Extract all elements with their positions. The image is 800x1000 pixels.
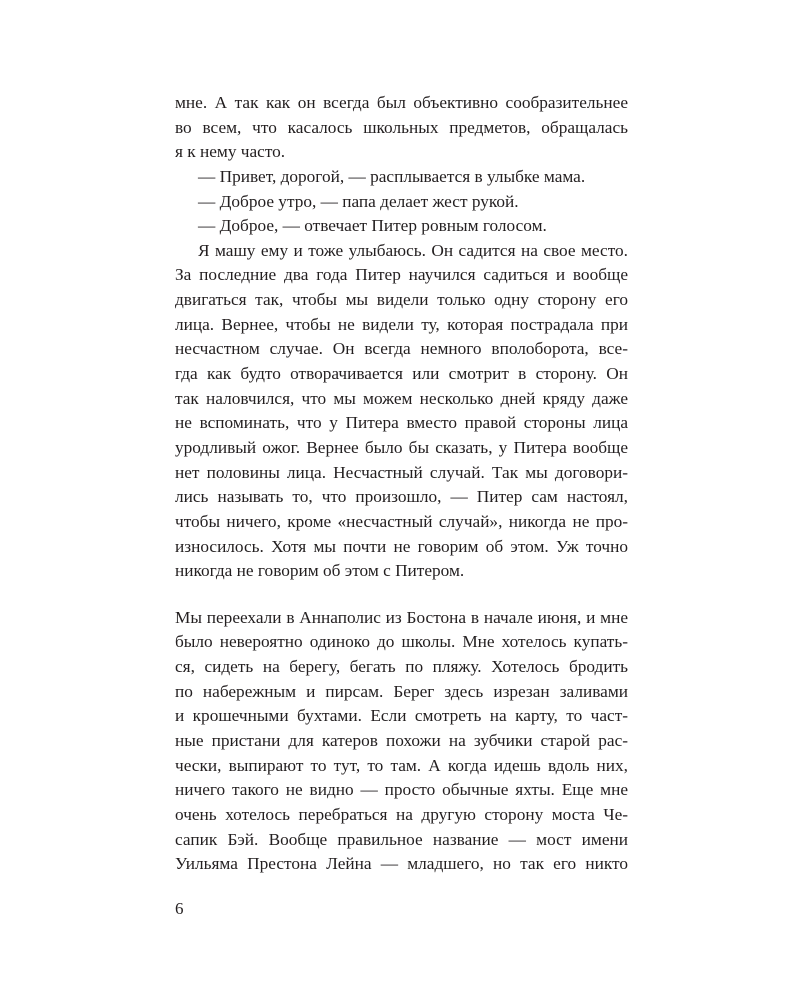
text-line: ные пристани для катеров похожи на зубчики старой рас- — [175, 731, 628, 751]
text-line: уродливый ожог. Вернее было бы сказать, у Питера вообще — [175, 437, 628, 457]
text-line: Уильяма Престона Лейна — младшего, но так его никто — [175, 854, 628, 874]
paragraph-dialogue — [175, 214, 628, 239]
text-line: и крошечными бухтами. Если смотреть на карту, то част- — [175, 706, 628, 726]
text-line: чтобы ничего, кроме «несчастный случай», никогда не про- — [175, 511, 628, 531]
paragraph-continuation — [175, 91, 628, 165]
text-line: чески, выпирают то тут, то там. А когда идешь вдоль них, — [175, 755, 628, 775]
text-line: никогда не говорим об этом с Питером. — [175, 561, 465, 581]
text-line: очень хотелось перебраться на другую сторону моста Че- — [175, 804, 628, 824]
paragraph-section-break — [175, 606, 628, 877]
text-line: так наловчился, что мы можем несколько дней кряду даже — [175, 388, 628, 408]
text-line: лись называть то, что произошло, — Питер сам настоял, — [175, 487, 628, 507]
text-line: ся, сидеть на берегу, бегать по пляжу. Хотелось бродить — [175, 657, 628, 677]
text-line: Я машу ему и тоже улыбаюсь. Он садится на свое место. — [198, 240, 628, 260]
text-line: двигаться так, чтобы мы видели только одну сторону его — [175, 290, 628, 310]
text-line: было невероятно одиноко до школы. Мне хотелось купать- — [175, 632, 628, 652]
text-line: — Привет, дорогой, — расплывается в улыбке мама. — [198, 166, 586, 186]
paragraph-body — [175, 239, 628, 584]
text-line: — Доброе, — отвечает Питер ровным голосом. — [198, 216, 547, 236]
text-line: несчастном случае. Он всегда немного вполоборота, все- — [175, 339, 628, 359]
text-line: За последние два года Питер научился садиться и вообще — [175, 265, 628, 285]
text-line: лица. Вернее, чтобы не видели ту, которая пострадала при — [175, 314, 628, 334]
text-line: гда как будто отворачивается или смотрит в сторону. Он — [175, 364, 628, 384]
text-line: износилось. Хотя мы почти не говорим об этом. Уж точно — [175, 536, 628, 556]
text-line: сапик Бэй. Вообще правильное название — мост имени — [175, 829, 628, 849]
book-page-text — [175, 91, 628, 877]
text-line: мне. А так как он всегда был объективно сообразительнее — [175, 93, 628, 112]
text-line: я к нему часто. — [175, 142, 286, 162]
text-line: не вспоминать, что у Питера вместо правой стороны лица — [175, 413, 628, 433]
text-line: нет половины лица. Несчастный случай. Так мы договори- — [175, 462, 628, 482]
paragraph-dialogue — [175, 190, 628, 215]
text-line: ничего такого не видно — просто обычные яхты. Еще мне — [175, 780, 628, 800]
text-line: Мы переехали в Аннаполис из Бостона в начале июня, и мне — [175, 607, 628, 627]
paragraph-dialogue — [175, 165, 628, 190]
text-line: во всем, что касалось школьных предметов, обращалась — [175, 117, 628, 137]
text-line: — Доброе утро, — папа делает жест рукой. — [198, 191, 519, 211]
page-number: 6 — [175, 899, 184, 918]
text-line: по набережным и пирсам. Берег здесь изрезан заливами — [175, 681, 628, 701]
